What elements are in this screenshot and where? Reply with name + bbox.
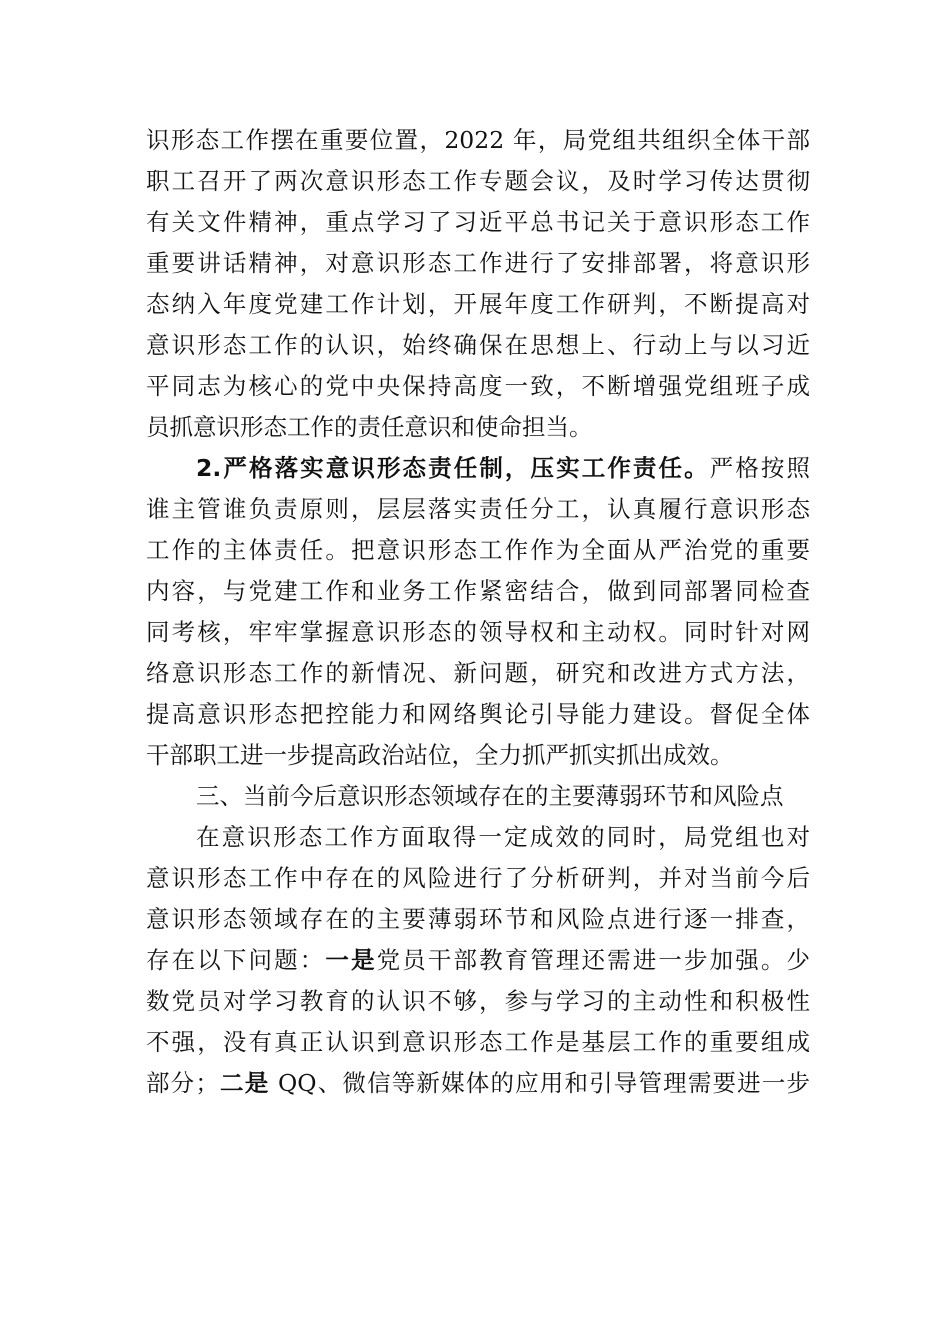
paragraph-line: 有关文件精神，重点学习了习近平总书记关于意识形态工作 — [146, 208, 810, 236]
emphasis-text: 二是 — [218, 1069, 270, 1097]
paragraph-line — [196, 448, 810, 488]
paragraph-line: 意识形态领域存在的主要薄弱环节和风险点进行逐一排查， — [146, 905, 810, 933]
paragraph-line: 职工召开了两次意识形态工作专题会议，及时学习传达贯彻 — [146, 167, 810, 195]
paragraph-line: 内容，与党建工作和业务工作紧密结合，做到同部署同检查 — [146, 577, 810, 605]
paragraph-line: 意识形态工作中存在的风险进行了分析研判，并对当前今后 — [146, 864, 810, 892]
paragraph-line: 谁主管谁负责原则，层层落实责任分工，认真履行意识形态 — [146, 495, 810, 523]
paragraph-line: 重要讲话精神，对意识形态工作进行了安排部署，将意识形 — [146, 249, 810, 277]
paragraph-line: 态纳入年度党建工作计划，开展年度工作研判，不断提高对 — [146, 290, 810, 318]
paragraph-text: QQ、微信等新媒体的应用和引导管理需要进一步 — [269, 1069, 811, 1097]
paragraph-line: 同考核，牢牢掌握意识形态的领导权和主动权。同时针对网 — [146, 618, 810, 646]
paragraph-line — [146, 1063, 810, 1103]
paragraph-text: 严格按照 — [709, 454, 811, 482]
paragraph-line: 员抓意识形态工作的责任意识和使命担当。 — [146, 413, 593, 441]
paragraph-line — [146, 940, 810, 980]
paragraph-line: 平同志为核心的党中央保持高度一致，不断增强党组班子成 — [146, 372, 810, 400]
paragraph-line: 意识形态工作的认识，始终确保在思想上、行动上与以习近 — [146, 331, 810, 359]
paragraph-line: 干部职工进一步提高政治站位，全力抓严抓实抓出成效。 — [146, 741, 734, 769]
paragraph-line: 在意识形态工作方面取得一定成效的同时，局党组也对 — [196, 823, 810, 851]
paragraph-line: 络意识形态工作的新情况、新问题，研究和改进方式方法， — [146, 659, 810, 687]
subheading: 2.严格落实意识形态责任制，压实工作责任。 — [196, 454, 710, 482]
paragraph-text: 存在以下问题： — [146, 946, 326, 974]
emphasis-text: 一是 — [325, 946, 377, 974]
paragraph-line: 提高意识形态把控能力和网络舆论引导能力建设。督促全体 — [146, 700, 810, 728]
paragraph-line: 工作的主体责任。把意识形态工作作为全面从严治党的重要 — [146, 536, 810, 564]
paragraph-text: 部分； — [146, 1069, 219, 1097]
section-heading: 三、当前今后意识形态领域存在的主要薄弱环节和风险点 — [196, 782, 784, 810]
paragraph-line: 数党员对学习教育的认识不够，参与学习的主动性和积极性 — [146, 987, 810, 1015]
paragraph-text: 党员干部教育管理还需进一步加强。少 — [376, 946, 811, 974]
paragraph-line: 不强，没有真正认识到意识形态工作是基层工作的重要组成 — [146, 1028, 810, 1056]
paragraph-line: 识形态工作摆在重要位置，2022 年，局党组共组织全体干部 — [146, 126, 810, 154]
